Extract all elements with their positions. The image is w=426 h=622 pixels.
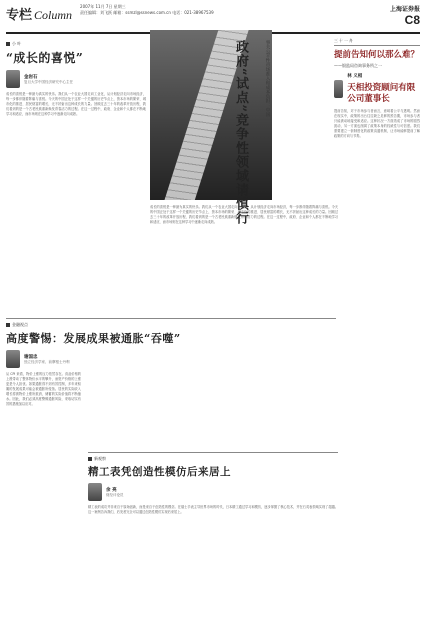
- author-name: 林 义相: [347, 74, 363, 79]
- author-title: 财经评论员: [106, 492, 124, 497]
- article-body: 成长的喜悦是一种最为真实的快乐。我们从一个农业大国走向工业化，从计划经济走向市场经济，每一步都伴随着阵痛与喜悦。今天的中国正处于这样一个关键的历史节点上，资本市场的繁荣、城市化的推进、居民财富的增长，无不折射出这种成长的力量。回顾过去三十年的改革开放历程，我们看到的是一个古老民族重新焕发青春活力的过程。在这一过程中，政府、企业和个人都在不断地学习和适应，而市场则在这种学习中逐渐走向成熟。: [6, 92, 146, 116]
- right-body: 提前告知，对于市场参与者而言，意味着公平与透明。然而在现实中，政策的出台往往缺乏足够的预告期，市场参与者只能被动地接受和适应。这种状况一方面造成了市场的剧烈波动，另一方面也削弱了政策本身的权威性与可信度。我们需要建立一套制度化的政策沟通机制，让市场能够提前了解政策的方向与节奏。: [334, 109, 420, 138]
- right-title: 提前告知何以那么难？: [334, 50, 420, 60]
- author-name: 谢国忠: [24, 354, 38, 360]
- headline: “成长的喜悦”: [6, 51, 84, 65]
- section-3: [88, 452, 338, 605]
- paper-header: [390, 4, 420, 27]
- right-column: [334, 38, 420, 579]
- section-1: [6, 38, 146, 292]
- avatar: [334, 80, 343, 98]
- editor-line: 责任编辑：刘飞跃 邮箱：ssmzl@ssnews.com.cn 电话：021-38967539: [80, 10, 214, 15]
- right-author: [334, 73, 420, 105]
- section-label: 新观察: [88, 456, 338, 462]
- article-body: 从 CPI 来看，物价上涨的压力依然存在。食品价格的上涨带动了整体物价水平的攀升，而资产价格的上涨更是令人担忧。如果通胀得不到有效控制，多年来积累的发展成果可能会被通胀所侵蚀。居民的实际收入增长将被物价上涨所抵消，储蓄的实际价值将不断缩水。因此，我们必须高度警惕通胀风险，采取切实有效的措施加以应对。: [6, 372, 81, 406]
- author-name: 金岩石: [24, 74, 38, 80]
- author-title: 复旦大学中国经济研究中心主任: [24, 79, 73, 84]
- headline: 精工表凭创造性模仿后来居上: [88, 466, 231, 478]
- vertical-headline: 政府“试点”竞争性领域请慎行: [233, 40, 248, 225]
- headline: 高度警惕：发展成果被通胀“吞噬”: [6, 332, 181, 345]
- date-line: 2007年 11月 7日 星期三: [80, 4, 126, 9]
- section-label: 小 叶: [6, 41, 146, 47]
- article-body: 精工表的成功并非来自于原始创新，而是来自于创造性的模仿。在瑞士手表主导世界市场的时代，日本精工通过学习和模仿，逐步掌握了核心技术，并在石英表领域实现了超越。这一案例告诉我们，后发者完全可以通过创造性模仿实现后来居上。: [88, 505, 338, 514]
- brand-cn: 专栏: [6, 8, 33, 23]
- paper-name: 上海证券报: [389, 6, 420, 13]
- vertical-subtitle: 事关公平性市场准入和成本负担：中国: [265, 40, 270, 117]
- brand: [6, 4, 72, 23]
- column-header: 三 十 一 舟: [334, 38, 420, 46]
- middle-text: [150, 205, 338, 313]
- avatar: [6, 70, 20, 88]
- section-label: 金融视点: [6, 322, 336, 328]
- divider: [6, 318, 336, 319]
- middle-body: 成长的喜悦是一种最为真实的快乐。我们从一个农业大国走向工业化，从计划经济走向市场经济，每一步都伴随着阵痛与喜悦。今天的中国正处于这样一个关键的历史节点上，资本市场的繁荣、城市化的推进、居民财富的增长，无不折射出这种成长的力量。回顾过去三十年的改革开放历程，我们看到的是一个古老民族重新焕发青春活力的过程。在这一过程中，政府、企业和个人都在不断地学习和适应，而市场则在这种学习中逐渐走向成熟。: [150, 205, 338, 224]
- author-title: 天相投资顾问有限公司董事长: [347, 83, 416, 104]
- brand-en: Column: [34, 8, 73, 22]
- author-block: [6, 350, 336, 368]
- author-block: [6, 70, 146, 88]
- author-block: [88, 483, 338, 501]
- author-name: 余 亮: [106, 487, 117, 493]
- author-title: 独立经济学家、前摩根士丹利: [24, 359, 70, 364]
- avatar: [6, 350, 20, 368]
- right-subtitle: ——银监局咨询事务所之一: [334, 63, 382, 68]
- feature-photo: [150, 30, 272, 200]
- page-number: C8: [404, 13, 420, 27]
- masthead-meta: [80, 4, 390, 16]
- avatar: [88, 483, 102, 501]
- section-2: [6, 318, 336, 452]
- divider: [88, 452, 338, 453]
